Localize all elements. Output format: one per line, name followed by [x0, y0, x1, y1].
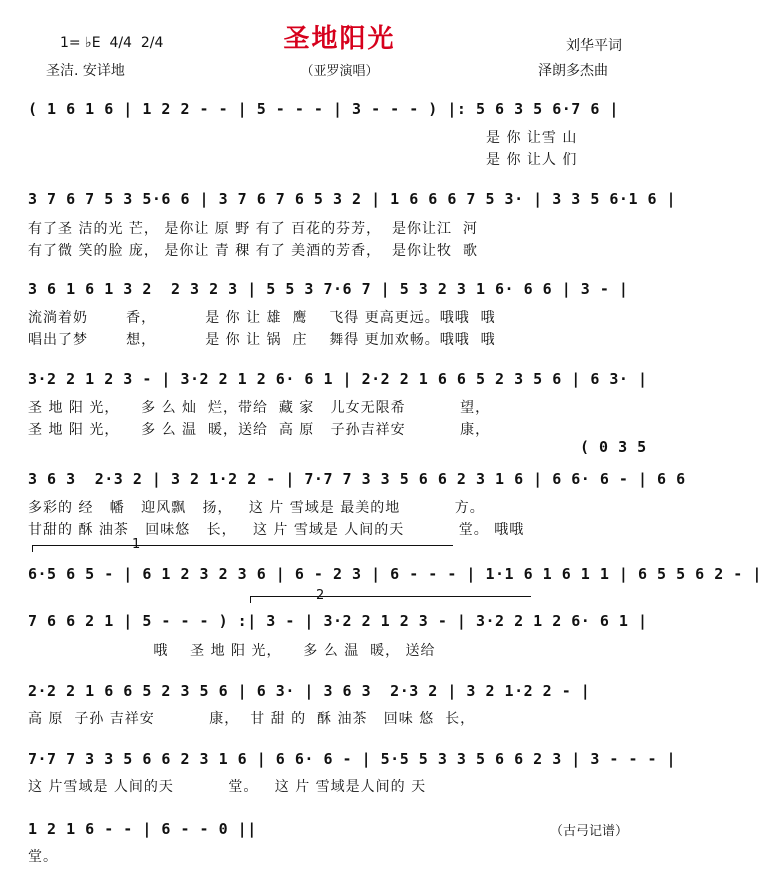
lyric-line-5a: 多彩的 经 幡 迎风飘 扬， 这 片 雪域是 最美的地 方。	[28, 500, 485, 516]
lyric-line-3b: 唱出了梦 想， 是 你 让 锅 庄 舞得 更加欢畅。哦哦 哦	[28, 332, 496, 348]
notation-line-6: 6·5 6 5 - | 6 1 2 3 2 3 6 | 6 - 2 3 | 6 - - - | 1·1 6 1 6 1 1 | 6 5 5 6 2 - |	[28, 565, 762, 583]
notation-line-7: 7 6 6 2 1 | 5 - - - ) :| 3 - | 3·2 2 1 2 3 - | 3·2 2 1 2 6· 6 1 |	[28, 612, 648, 630]
volta-label-1: 1	[132, 537, 141, 552]
song-title: 圣地阳光	[283, 24, 396, 54]
notation-line-3: 3 6 1 6 1 3 2 2 3 2 3 | 5 5 3 7·6 7 | 5 3 2 3 1 6· 6 6 | 3 - |	[28, 280, 629, 298]
performer-subtitle: （亚罗演唱）	[300, 64, 379, 79]
lyric-line-5b: 甘甜的 酥 油茶 回味悠 长， 这 片 雪域是 人间的天 堂。 哦哦	[28, 522, 525, 538]
lyric-line-1a: 是 你 让雪 山	[486, 130, 578, 146]
style-marking: 圣洁. 安详地	[46, 63, 125, 79]
notation-line-9: 7·7 7 3 3 5 6 6 2 3 1 6 | 6 6· 6 - | 5·5 5 3 3 5 6 6 2 3 | 3 - - - |	[28, 750, 677, 768]
lyric-line-8: 高 原 子孙 吉祥安 康， 甘 甜 的 酥 油茶 回味 悠 长，	[28, 711, 476, 727]
lyric-line-3a: 流淌着奶 香， 是 你 让 雄 鹰 飞得 更高更远。哦哦 哦	[28, 310, 496, 326]
lyric-line-10: 堂。	[28, 849, 58, 865]
lyric-line-9: 这 片雪域是 人间的天 堂。 这 片 雪域是人间的 天	[28, 779, 427, 795]
lyric-line-4a: 圣 地 阳 光， 多 么 灿 烂，带给 藏 家 儿女无限希 望，	[28, 400, 491, 416]
composer-credit: 泽朗多杰曲	[538, 63, 608, 79]
lyric-line-2a: 有了圣 洁的光 芒， 是你让 原 野 有了 百花的芬芳， 是你让江 河	[28, 221, 478, 237]
transcriber-note: （古弓记谱）	[550, 824, 629, 839]
lyric-line-4b: 圣 地 阳 光， 多 么 温 暖，送给 高 原 子孙吉祥安 康，	[28, 422, 491, 438]
notation-line-5: 3 6 3 2·3 2 | 3 2 1·2 2 - | 7·7 7 3 3 5 6 6 2 3 1 6 | 6 6· 6 - | 6 6	[28, 470, 686, 488]
notation-line-1: ( 1 6 1 6 | 1 2 2 - - | 5 - - - | 3 - - - ) |: 5 6 3 5 6·7 6 |	[28, 100, 619, 118]
lyric-line-7: 哦 圣 地 阳 光， 多 么 温 暖， 送给	[28, 643, 436, 659]
volta-bracket-1	[32, 545, 453, 552]
lyricist-credit: 刘华平词	[566, 38, 622, 54]
pickup-notes: ( 0 3 5	[580, 438, 647, 456]
lyric-line-1b: 是 你 让人 们	[486, 152, 578, 168]
volta-label-2: 2	[316, 588, 325, 603]
notation-line-10: 1 2 1 6 - - | 6 - - 0 ||	[28, 820, 257, 838]
key-time-signature: 1= ♭E 4/4 2/4	[60, 35, 164, 51]
lyric-line-2b: 有了微 笑的脸 庞， 是你让 青 稞 有了 美酒的芳香， 是你让牧 歌	[28, 243, 478, 259]
notation-line-8: 2·2 2 1 6 6 5 2 3 5 6 | 6 3· | 3 6 3 2·3 2 | 3 2 1·2 2 - |	[28, 682, 591, 700]
volta-bracket-2	[250, 596, 531, 603]
notation-line-2: 3 7 6 7 5 3 5·6 6 | 3 7 6 7 6 5 3 2 | 1 6 6 6 7 5 3· | 3 3 5 6·1 6 |	[28, 190, 677, 208]
notation-line-4: 3·2 2 1 2 3 - | 3·2 2 1 2 6· 6 1 | 2·2 2 1 6 6 5 2 3 5 6 | 6 3· |	[28, 370, 648, 388]
